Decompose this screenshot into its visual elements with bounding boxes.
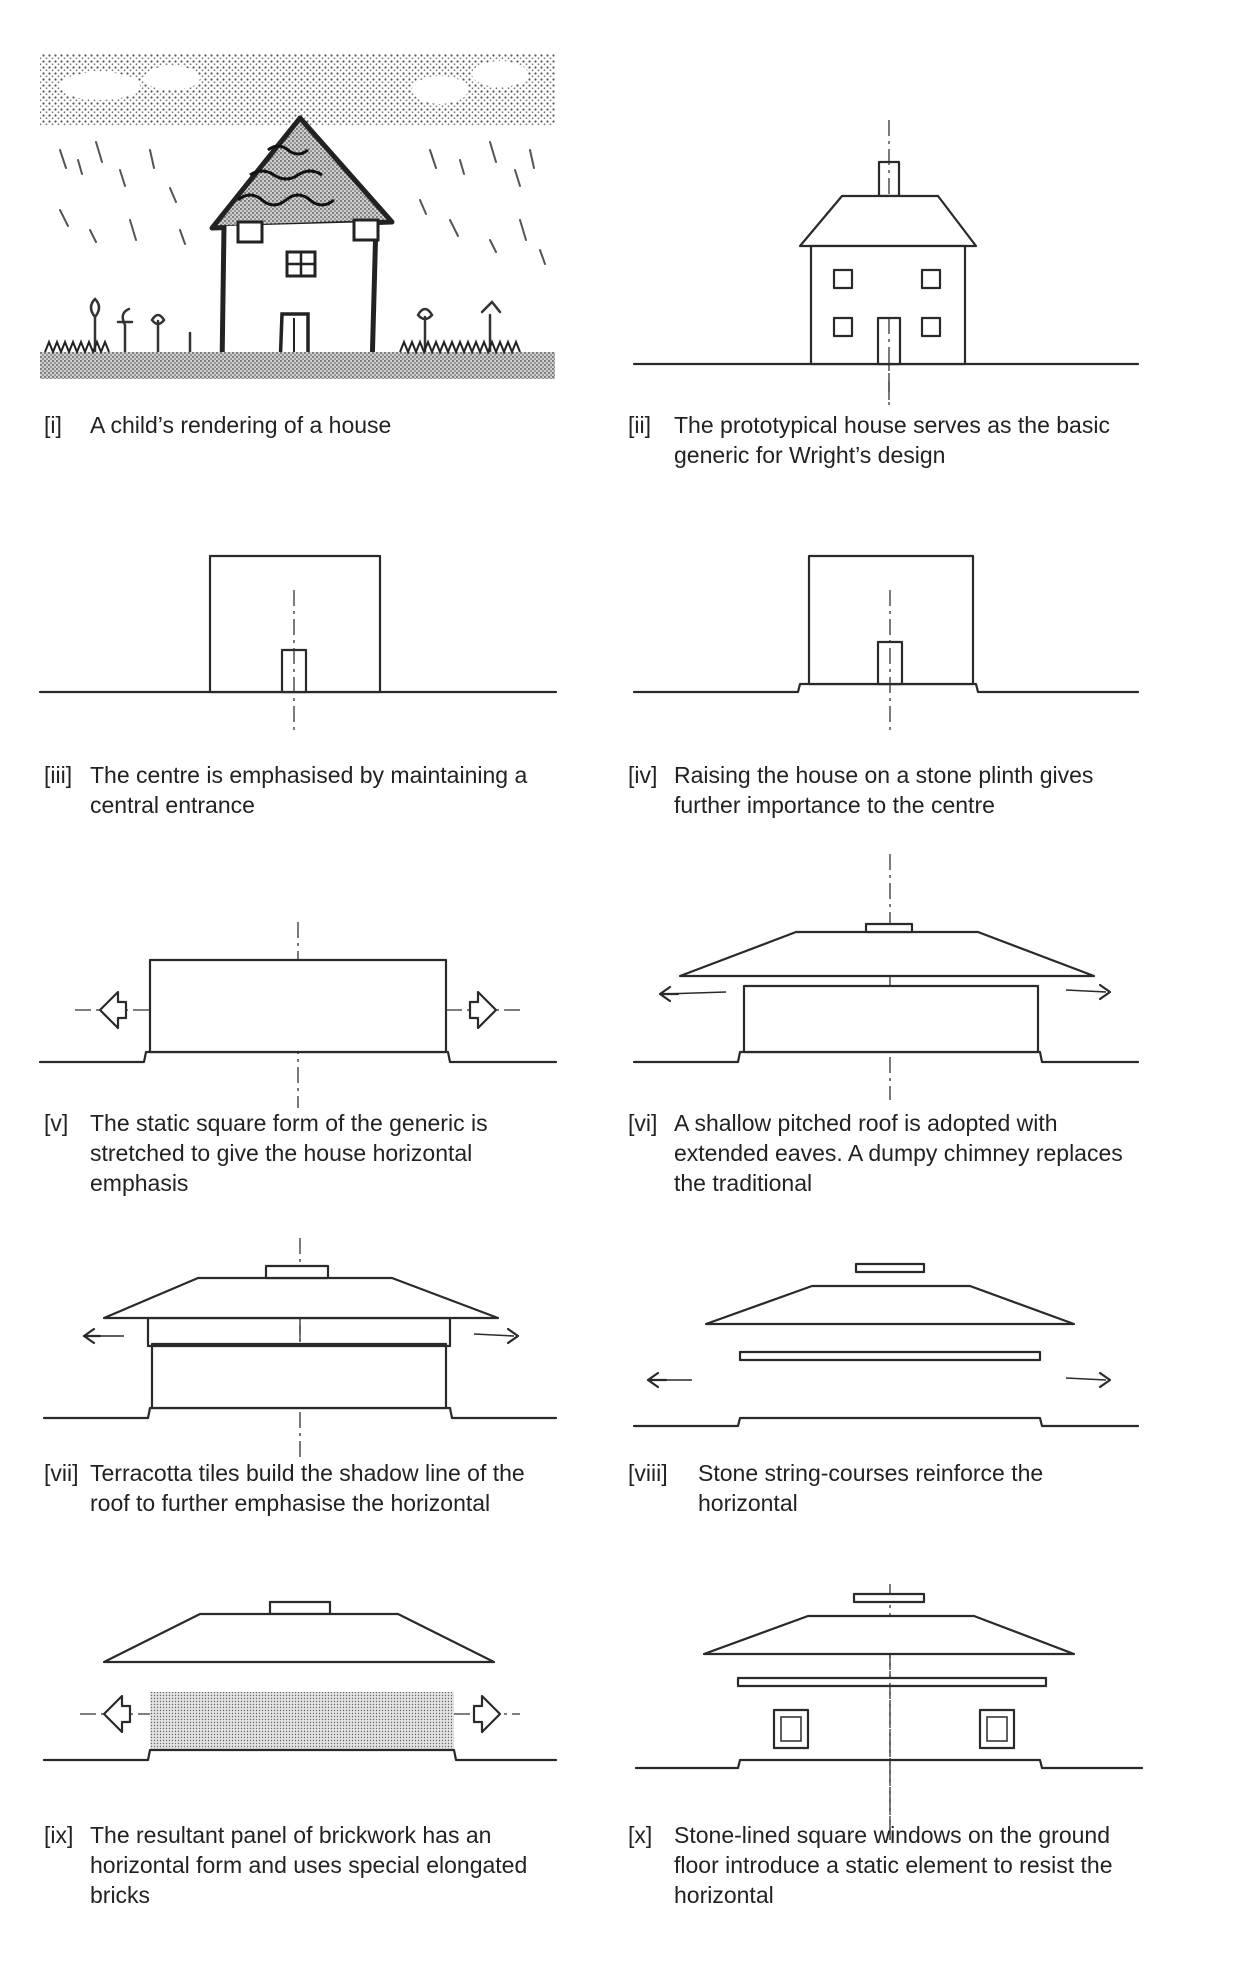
shallow-pitched-roof: [104, 1278, 498, 1318]
shallow-roof-elevation: [616, 830, 1233, 1120]
caption-text: The static square form of the generic is stretched to give the house horizontal emphasis: [90, 1110, 488, 1196]
shallow-pitched-roof: [704, 1616, 1074, 1654]
terracotta-shadow-elevation: [0, 1190, 616, 1480]
hollow-arrow-left-icon: [104, 1696, 130, 1732]
caption-number: [iii]: [44, 762, 73, 788]
panel-x: [616, 1550, 1233, 1967]
hollow-arrow-right-icon: [470, 992, 496, 1028]
pitched-roof: [800, 196, 976, 246]
shallow-pitched-roof: [706, 1286, 1074, 1324]
stretched-form-elevation: [0, 830, 616, 1120]
stone-lined-window: [774, 1710, 808, 1748]
house-walls: [150, 960, 446, 1052]
panel-iii: [0, 480, 616, 830]
caption-text: The prototypical house serves as the basic generic for Wright’s design: [674, 412, 1110, 468]
caption-text: A child’s rendering of a house: [90, 412, 392, 438]
child-drawing-illustration: [0, 0, 616, 400]
shallow-pitched-roof: [680, 932, 1094, 976]
caption-text: The resultant panel of brickwork has an horizontal form and uses special elongated bricks: [90, 1822, 528, 1908]
central-entrance-elevation: [0, 480, 616, 760]
caption-number: [ix]: [44, 1822, 74, 1848]
dumpy-chimney: [270, 1602, 330, 1614]
plinth-line: [634, 1418, 1138, 1426]
brickwork-panel: [150, 1692, 454, 1750]
stone-string-course: [738, 1678, 1046, 1686]
caption-text: Terracotta tiles build the shadow line of the roof to further emphasise the horizontal: [90, 1460, 525, 1516]
panel-ii: [616, 0, 1233, 480]
caption-text: A shallow pitched roof is adopted with extended eaves. A dumpy chimney replaces the traditional: [674, 1110, 1123, 1196]
arrow-left-icon: [660, 987, 678, 1001]
panel-i: [0, 0, 616, 480]
ground-with-plinth: [636, 1760, 1142, 1768]
panel-ix: [0, 1550, 616, 1967]
panel-v: [0, 830, 616, 1196]
panel-vi: [616, 830, 1233, 1196]
panel-iv: [616, 480, 1233, 830]
ground-with-plinth: [634, 684, 1138, 692]
caption-text: The centre is emphasised by maintaining a central entrance: [90, 762, 528, 818]
caption-number: [vii]: [44, 1460, 79, 1486]
panel-vii: [0, 1190, 616, 1550]
caption-number: [iv]: [628, 762, 658, 788]
stone-plinth-elevation: [616, 480, 1233, 760]
terracotta-shadow-band: [148, 1318, 450, 1346]
ground-with-plinth: [634, 1052, 1138, 1062]
caption-text: Stone-lined square windows on the ground floor introduce a static element to resist the horizontal: [674, 1822, 1113, 1908]
stone-string-course: [740, 1352, 1040, 1360]
caption-text: Stone string-courses reinforce the horizontal: [698, 1460, 1044, 1516]
house-walls: [152, 1344, 446, 1408]
panel-viii: [616, 1190, 1233, 1550]
prototypical-house-elevation: [616, 0, 1233, 420]
caption-text: Raising the house on a stone plinth gives further importance to the centre: [674, 762, 1094, 818]
hollow-arrow-right-icon: [474, 1696, 500, 1732]
square-windows-elevation: [616, 1550, 1233, 1850]
dumpy-chimney: [266, 1266, 328, 1278]
brickwork-panel-elevation: [0, 1550, 616, 1850]
caption-number: [vi]: [628, 1110, 658, 1136]
dumpy-chimney: [854, 1594, 924, 1602]
caption-number: [i]: [44, 412, 62, 438]
arrow-left-icon: [84, 1329, 100, 1343]
caption-number: [v]: [44, 1110, 69, 1136]
caption-number: [ii]: [628, 412, 651, 438]
house-walls: [744, 986, 1038, 1052]
string-courses-elevation: [616, 1190, 1233, 1480]
arrow-left-icon: [648, 1373, 666, 1387]
dumpy-chimney: [866, 924, 912, 932]
caption-number: [x]: [628, 1822, 653, 1848]
dumpy-chimney: [856, 1264, 924, 1272]
stone-lined-window: [980, 1710, 1014, 1748]
caption-number: [viii]: [628, 1460, 668, 1486]
shallow-pitched-roof: [104, 1614, 494, 1662]
ground-with-plinth: [44, 1750, 556, 1760]
hollow-arrow-left-icon: [100, 992, 126, 1028]
